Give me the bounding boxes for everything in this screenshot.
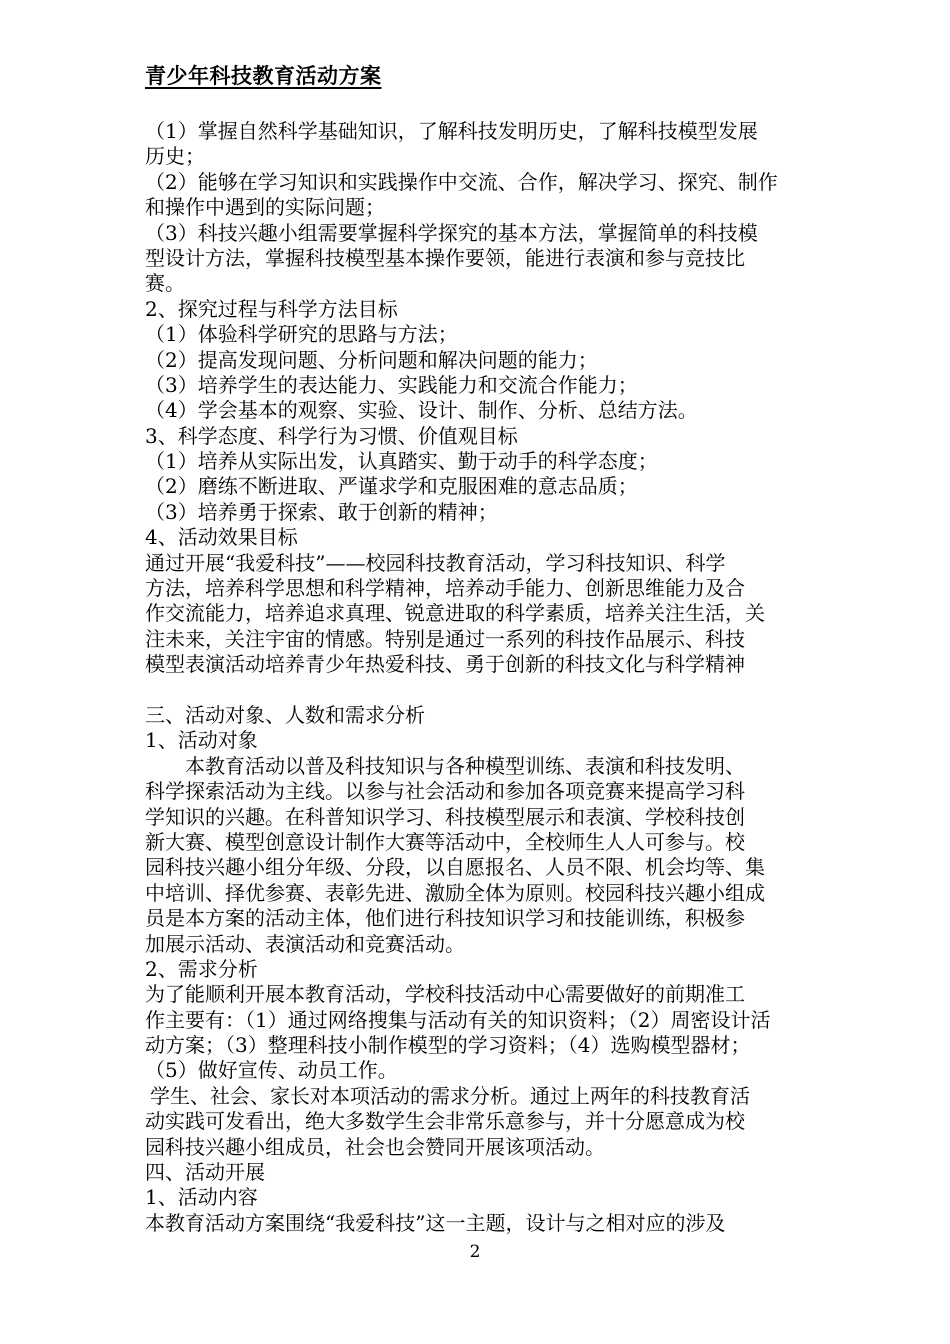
paragraph-line: 型设计方法，掌握科技模型基本操作要领，能进行表演和参与竞技比 — [145, 245, 745, 270]
paragraph-line: 作交流能力，培养追求真理、锐意进取的科学素质，培养关注生活，关 — [145, 601, 765, 626]
blank-line — [145, 678, 810, 703]
paragraph-line: 为了能顺利开展本教育活动，学校科技活动中心需要做好的前期准工 — [145, 982, 745, 1007]
paragraph-line: 学知识的兴趣。在科普知识学习、科技模型展示和表演、学校科技创 — [145, 804, 745, 829]
paragraph-line: （2）能够在学习知识和实践操作中交流、合作，解决学习、探究、制作 — [145, 169, 778, 194]
paragraph-line: 1、活动内容 — [145, 1185, 258, 1210]
paragraph-line: （3）科技兴趣小组需要掌握科学探究的基本方法，掌握简单的科技模 — [145, 220, 758, 245]
paragraph-line: 1、活动对象 — [145, 728, 258, 753]
paragraph-line: 2、需求分析 — [145, 956, 258, 981]
paragraph-line: 3、科学态度、科学行为习惯、价值观目标 — [145, 423, 518, 448]
paragraph-line: （4）学会基本的观察、实验、设计、制作、分析、总结方法。 — [145, 398, 698, 423]
paragraph-line: 2、探究过程与科学方法目标 — [145, 296, 398, 321]
paragraph-line: （2）磨练不断进取、严谨求学和克服困难的意志品质； — [145, 474, 638, 499]
paragraph-line: （2）提高发现问题、分析问题和解决问题的能力； — [145, 347, 598, 372]
paragraph-line: 中培训、择优参赛、表彰先进、激励全体为原则。校园科技兴趣小组成 — [145, 880, 765, 905]
paragraph-line: 园科技兴趣小组成员，社会也会赞同开展该项活动。 — [145, 1134, 605, 1159]
paragraph-line: 动实践可发看出，绝大多数学生会非常乐意参与，并十分愿意成为校 — [145, 1109, 745, 1134]
paragraph-line: 和操作中遇到的实际问题； — [145, 195, 385, 220]
paragraph-line: 模型表演活动培养青少年热爱科技、勇于创新的科技文化与科学精神 — [145, 652, 745, 677]
paragraph-line: 三、活动对象、人数和需求分析 — [145, 702, 425, 727]
paragraph-line: 本教育活动方案围绕“我爱科技”这一主题，设计与之相对应的涉及 — [145, 1210, 726, 1235]
paragraph-line: 动方案；（3）整理科技小制作模型的学习资料；（4）选购模型器材； — [145, 1033, 751, 1058]
paragraph-line: 科学探索活动为主线。以参与社会活动和参加各项竞赛来提高学习科 — [145, 779, 745, 804]
paragraph-line: 通过开展“我爱科技”——校园科技教育活动，学习科技知识、科学 — [145, 550, 726, 575]
paragraph-line: 四、活动开展 — [145, 1160, 265, 1185]
paragraph-line: （3）培养学生的表达能力、实践能力和交流合作能力； — [145, 372, 638, 397]
paragraph-line: 员是本方案的活动主体，他们进行科技知识学习和技能训练，积极参 — [145, 906, 745, 931]
paragraph-line: （3）培养勇于探索、敢于创新的精神； — [145, 499, 498, 524]
paragraph-line: 园科技兴趣小组分年级、分段，以自愿报名、人员不限、机会均等、集 — [145, 855, 765, 880]
document-title: 青少年科技教育活动方案 — [145, 63, 382, 88]
paragraph-line: 注未来，关注宇宙的情感。特别是通过一系列的科技作品展示、科技 — [145, 626, 745, 651]
paragraph-line: 4、活动效果目标 — [145, 525, 298, 550]
paragraph-line: 加展示活动、表演活动和竞赛活动。 — [145, 931, 465, 956]
paragraph-line: 本教育活动以普及科技知识与各种模型训练、表演和科技发明、 — [185, 753, 745, 778]
paragraph-line: 方法，培养科学思想和科学精神，培养动手能力、创新思维能力及合 — [145, 576, 745, 601]
paragraph-line: （5）做好宣传、动员工作。 — [145, 1058, 398, 1083]
paragraph-line: （1）掌握自然科学基础知识，了解科技发明历史，了解科技模型发展 — [145, 119, 758, 143]
paragraph-line: （1）体验科学研究的思路与方法； — [145, 322, 458, 347]
paragraph-line: 学生、社会、家长对本项活动的需求分析。通过上两年的科技教育活 — [150, 1083, 750, 1108]
page-number: 2 — [469, 1242, 481, 1262]
document-body — [145, 119, 810, 1236]
paragraph-line: （1）培养从实际出发，认真踏实、勤于动手的科学态度； — [145, 449, 658, 474]
paragraph-line: 作主要有：（1）通过网络搜集与活动有关的知识资料；（2）周密设计活 — [145, 1007, 771, 1032]
paragraph-line: 历史； — [145, 144, 205, 169]
paragraph-line: 新大赛、模型创意设计制作大赛等活动中，全校师生人人可参与。校 — [145, 829, 745, 854]
paragraph-line: 赛。 — [145, 271, 185, 296]
